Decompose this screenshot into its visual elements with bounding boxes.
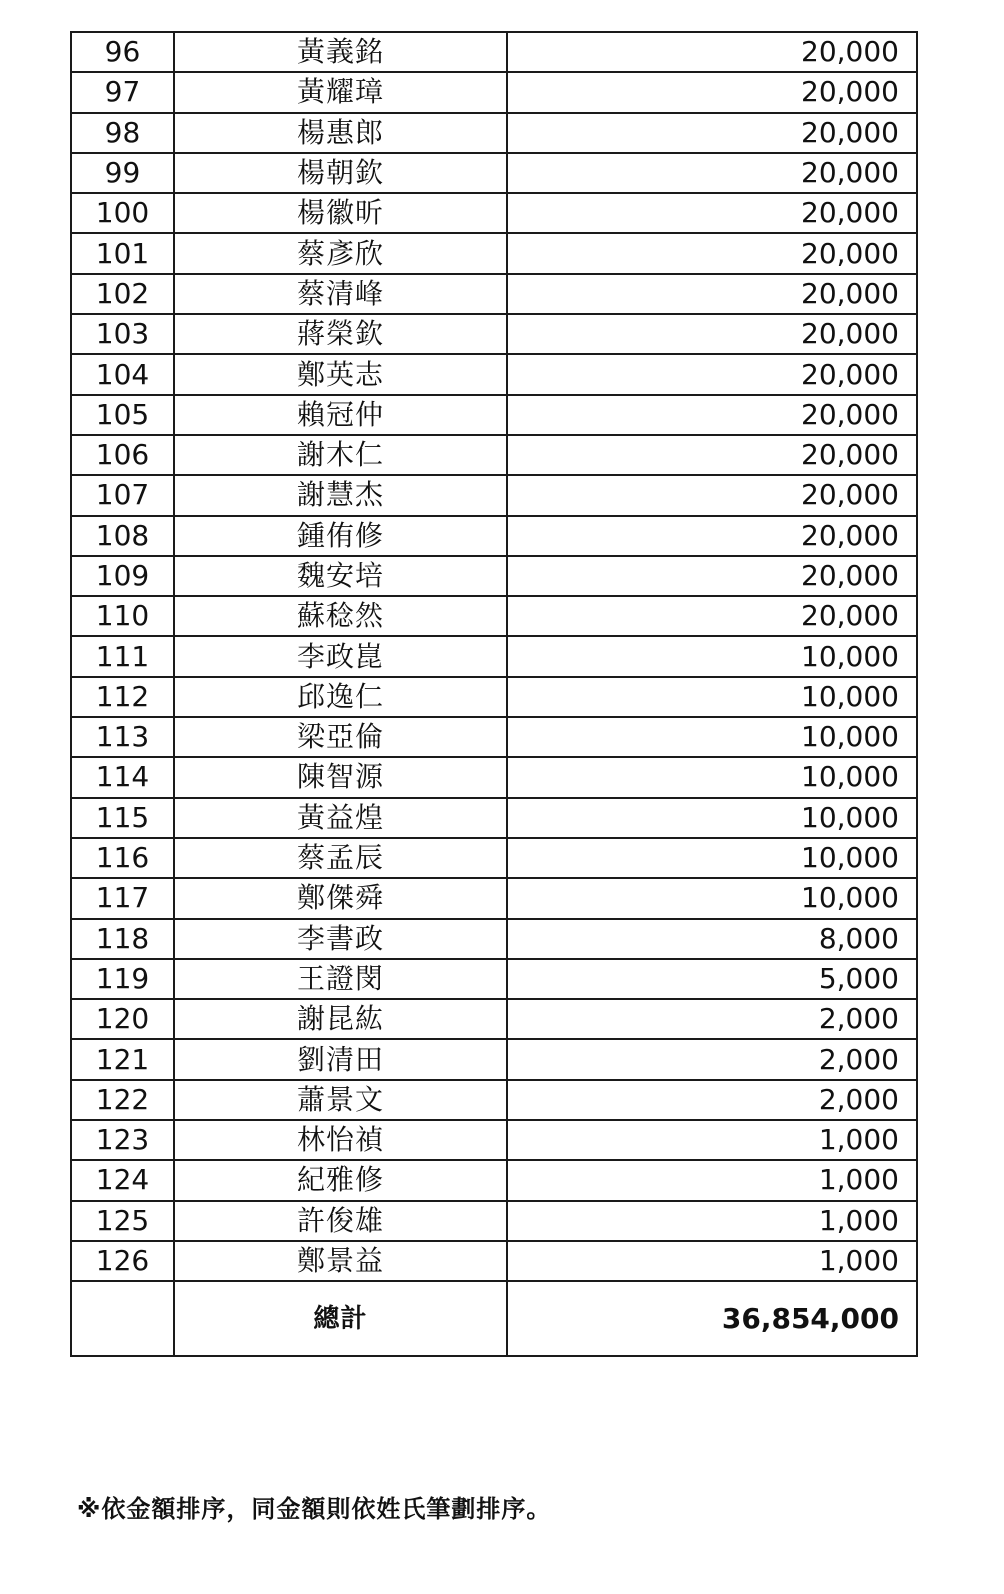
donor-name: 楊惠郎	[174, 113, 507, 153]
donor-name: 黃耀璋	[174, 72, 507, 112]
table-row	[71, 556, 917, 596]
donor-name: 鍾侑修	[174, 516, 507, 556]
donation-amount: 20,000	[507, 193, 917, 233]
table-row	[71, 314, 917, 354]
row-number: 102	[71, 274, 174, 314]
row-number: 111	[71, 636, 174, 676]
donation-amount: 20,000	[507, 314, 917, 354]
row-number: 114	[71, 757, 174, 797]
donor-name: 鄭英志	[174, 354, 507, 394]
row-number: 123	[71, 1120, 174, 1160]
donation-amount: 20,000	[507, 153, 917, 193]
donor-name: 李政崑	[174, 636, 507, 676]
table-row	[71, 233, 917, 273]
donor-name: 魏安培	[174, 556, 507, 596]
donor-name: 蔣榮欽	[174, 314, 507, 354]
donor-name: 鄭傑舜	[174, 878, 507, 918]
row-number: 117	[71, 878, 174, 918]
table-row	[71, 193, 917, 233]
total-no-cell	[71, 1281, 174, 1356]
table-row	[71, 677, 917, 717]
row-number: 119	[71, 959, 174, 999]
table-row	[71, 838, 917, 878]
table-row	[71, 435, 917, 475]
donation-amount: 10,000	[507, 838, 917, 878]
table-row	[71, 1241, 917, 1281]
donation-amount: 5,000	[507, 959, 917, 999]
donor-name: 黃義銘	[174, 32, 507, 72]
table-row	[71, 717, 917, 757]
table-row	[71, 636, 917, 676]
row-number: 115	[71, 798, 174, 838]
row-number: 125	[71, 1201, 174, 1241]
table-row	[71, 959, 917, 999]
footnote: ※依金額排序，同金額則依姓氏筆劃排序。	[77, 1495, 552, 1523]
row-number: 124	[71, 1160, 174, 1200]
table-row	[71, 516, 917, 556]
donation-amount: 10,000	[507, 757, 917, 797]
donor-name: 林怡禎	[174, 1120, 507, 1160]
donation-amount: 20,000	[507, 113, 917, 153]
donor-name: 王證閔	[174, 959, 507, 999]
donor-name: 謝木仁	[174, 435, 507, 475]
donor-name: 紀雅修	[174, 1160, 507, 1200]
donation-amount: 20,000	[507, 32, 917, 72]
donor-name: 賴冠仲	[174, 395, 507, 435]
donation-amount: 1,000	[507, 1120, 917, 1160]
donor-name: 蔡彥欣	[174, 233, 507, 273]
donation-amount: 2,000	[507, 1080, 917, 1120]
donation-amount: 20,000	[507, 435, 917, 475]
donation-amount: 10,000	[507, 677, 917, 717]
total-label: 總計	[174, 1281, 507, 1356]
donation-amount: 2,000	[507, 999, 917, 1039]
donor-name: 劉清田	[174, 1039, 507, 1079]
donation-amount: 10,000	[507, 636, 917, 676]
donor-name: 蔡清峰	[174, 274, 507, 314]
donor-name: 陳智源	[174, 757, 507, 797]
row-number: 118	[71, 919, 174, 959]
row-number: 98	[71, 113, 174, 153]
table-row	[71, 1080, 917, 1120]
donation-amount: 2,000	[507, 1039, 917, 1079]
row-number: 99	[71, 153, 174, 193]
row-number: 108	[71, 516, 174, 556]
row-number: 109	[71, 556, 174, 596]
donor-name: 楊朝欽	[174, 153, 507, 193]
row-number: 105	[71, 395, 174, 435]
row-number: 103	[71, 314, 174, 354]
donor-table	[70, 31, 918, 1357]
donor-name: 許俊雄	[174, 1201, 507, 1241]
donation-amount: 20,000	[507, 274, 917, 314]
donor-name: 李書政	[174, 919, 507, 959]
donation-amount: 1,000	[507, 1201, 917, 1241]
row-number: 104	[71, 354, 174, 394]
row-number: 120	[71, 999, 174, 1039]
donor-name: 楊徽昕	[174, 193, 507, 233]
donation-amount: 10,000	[507, 798, 917, 838]
row-number: 96	[71, 32, 174, 72]
row-number: 101	[71, 233, 174, 273]
donor-name: 謝慧杰	[174, 475, 507, 515]
table-row	[71, 354, 917, 394]
table-row	[71, 1201, 917, 1241]
row-number: 126	[71, 1241, 174, 1281]
donation-amount: 20,000	[507, 395, 917, 435]
table-row	[71, 274, 917, 314]
table-row	[71, 878, 917, 918]
table-row	[71, 1120, 917, 1160]
donation-amount: 10,000	[507, 717, 917, 757]
donation-amount: 8,000	[507, 919, 917, 959]
table-row	[71, 475, 917, 515]
table-row	[71, 1160, 917, 1200]
row-number: 100	[71, 193, 174, 233]
table-row	[71, 1039, 917, 1079]
donation-amount: 20,000	[507, 72, 917, 112]
table-row	[71, 153, 917, 193]
donor-name: 梁亞倫	[174, 717, 507, 757]
table-row	[71, 32, 917, 72]
row-number: 122	[71, 1080, 174, 1120]
table-row	[71, 596, 917, 636]
donor-name: 蕭景文	[174, 1080, 507, 1120]
donor-name: 黃益煌	[174, 798, 507, 838]
row-number: 110	[71, 596, 174, 636]
donation-amount: 20,000	[507, 596, 917, 636]
row-number: 112	[71, 677, 174, 717]
donor-name: 蔡孟辰	[174, 838, 507, 878]
table-row	[71, 919, 917, 959]
row-number: 116	[71, 838, 174, 878]
donation-amount: 1,000	[507, 1160, 917, 1200]
row-number: 113	[71, 717, 174, 757]
row-number: 97	[71, 72, 174, 112]
row-number: 107	[71, 475, 174, 515]
table-row	[71, 798, 917, 838]
donation-amount: 20,000	[507, 233, 917, 273]
donation-amount: 10,000	[507, 878, 917, 918]
total-row	[71, 1281, 917, 1356]
donation-amount: 20,000	[507, 475, 917, 515]
row-number: 106	[71, 435, 174, 475]
donation-amount: 20,000	[507, 556, 917, 596]
donation-amount: 20,000	[507, 354, 917, 394]
donor-name: 蘇稔然	[174, 596, 507, 636]
table-row	[71, 999, 917, 1039]
donor-name: 邱逸仁	[174, 677, 507, 717]
donation-amount: 20,000	[507, 516, 917, 556]
total-amount: 36,854,000	[507, 1281, 917, 1356]
donor-name: 謝昆紘	[174, 999, 507, 1039]
table-row	[71, 113, 917, 153]
donor-name: 鄭景益	[174, 1241, 507, 1281]
donor-rows	[71, 32, 917, 1356]
table-row	[71, 395, 917, 435]
table-row	[71, 757, 917, 797]
row-number: 121	[71, 1039, 174, 1079]
table-row	[71, 72, 917, 112]
donation-amount: 1,000	[507, 1241, 917, 1281]
